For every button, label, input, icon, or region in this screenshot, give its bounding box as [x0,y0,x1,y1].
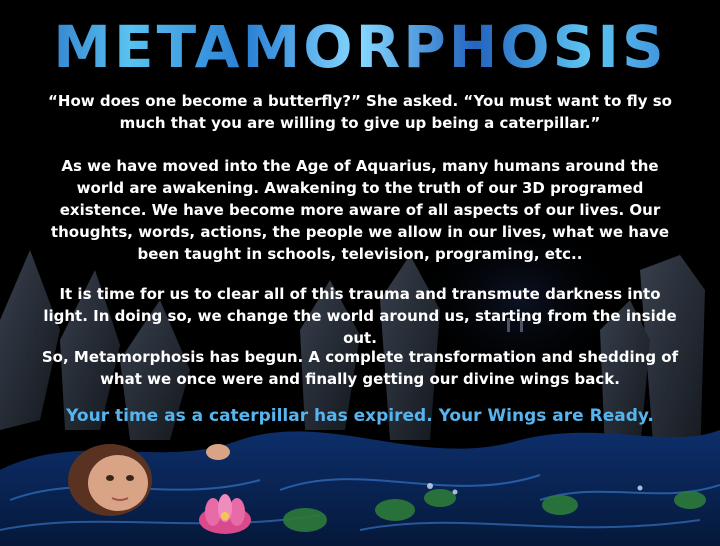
closing-line: Your time as a caterpillar has expired. Your Wings are Ready. [66,406,654,426]
page-title: METAMORPHOSIS [0,14,720,80]
metamorphosis-paragraph: So, Metamorphosis has begun. A complete transformation and shedding of what we once were and finally getting our divine wings back. [41,348,679,388]
quote-paragraph: “How does one become a butterfly?” She asked. “You must want to fly so much that you are willing to give up being a caterpillar.” [48,92,672,132]
awakening-paragraph: As we have moved into the Age of Aquarius, many humans around the world are awakening. Awakening to the truth of our 3D programed existence. We have become more aware of all aspects of our lives. Our thoughts, words, actions, the people we allow in our lives, what we have been taught in schools, television, programing, etc.. [50,157,670,263]
transmute-paragraph: It is time for us to clear all of this trauma and transmute darkness into light. In doing so, we change the world around us, starting from the inside out. [43,285,677,347]
